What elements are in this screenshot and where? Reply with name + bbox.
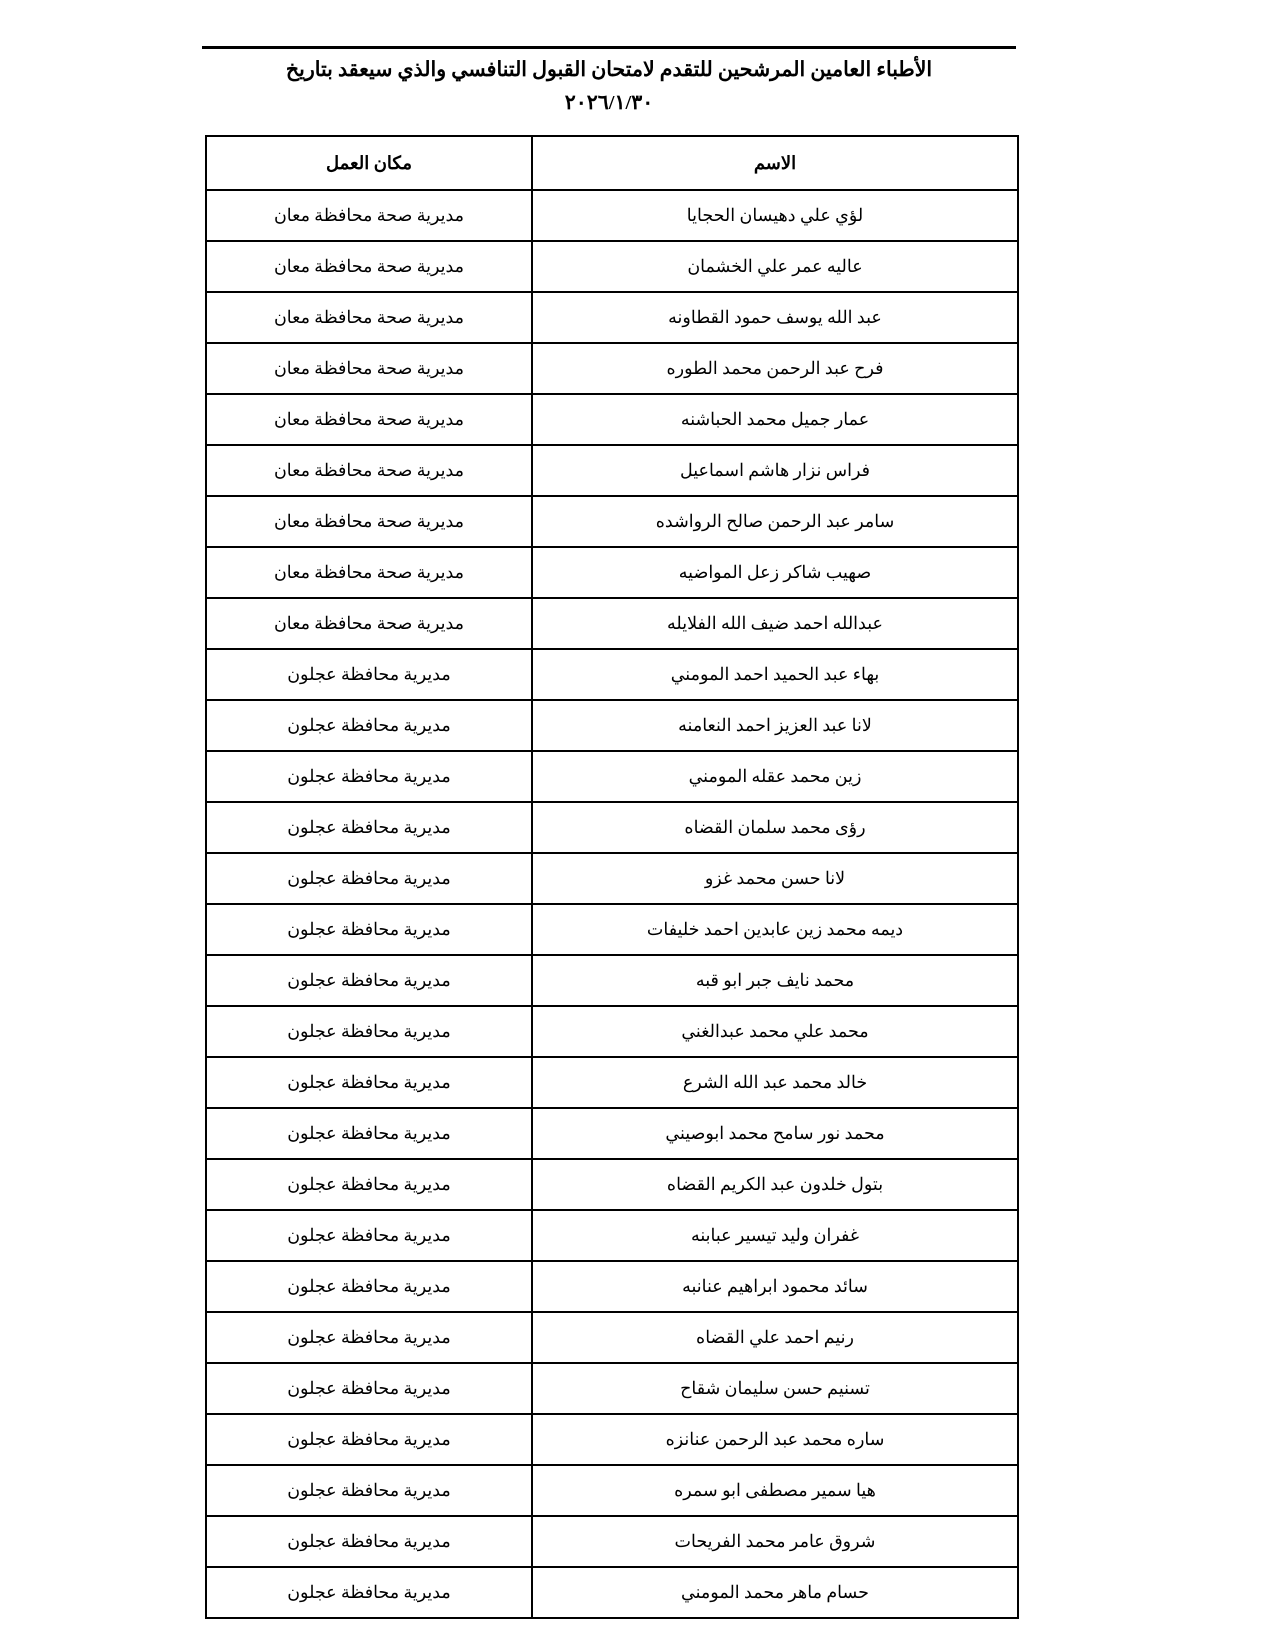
cell-workplace: مديرية محافظة عجلون xyxy=(206,1312,532,1363)
table-row xyxy=(206,700,1018,751)
cell-workplace: مديرية محافظة عجلون xyxy=(206,751,532,802)
table-row xyxy=(206,1312,1018,1363)
cell-workplace: مديرية محافظة عجلون xyxy=(206,1567,532,1618)
cell-candidate-name: عبدالله احمد ضيف الله الفلايله xyxy=(532,598,1018,649)
cell-candidate-name: محمد نور سامح محمد ابوصيني xyxy=(532,1108,1018,1159)
cell-candidate-name: ساره محمد عبد الرحمن عنانزه xyxy=(532,1414,1018,1465)
cell-workplace: مديرية محافظة عجلون xyxy=(206,955,532,1006)
cell-candidate-name: لانا حسن محمد غزو xyxy=(532,853,1018,904)
cell-candidate-name: حسام ماهر محمد المومني xyxy=(532,1567,1018,1618)
cell-workplace: مديرية محافظة عجلون xyxy=(206,1414,532,1465)
table-row xyxy=(206,343,1018,394)
table-row xyxy=(206,547,1018,598)
cell-candidate-name: محمد نايف جبر ابو قبه xyxy=(532,955,1018,1006)
table-row xyxy=(206,1363,1018,1414)
cell-workplace: مديرية محافظة عجلون xyxy=(206,853,532,904)
candidates-table xyxy=(205,135,1019,1619)
table-row xyxy=(206,1006,1018,1057)
column-header-workplace: مكان العمل xyxy=(206,136,532,190)
cell-workplace: مديرية صحة محافظة معان xyxy=(206,241,532,292)
table-row xyxy=(206,1414,1018,1465)
cell-workplace: مديرية صحة محافظة معان xyxy=(206,343,532,394)
cell-workplace: مديرية صحة محافظة معان xyxy=(206,190,532,241)
cell-candidate-name: سائد محمود ابراهيم عنانبه xyxy=(532,1261,1018,1312)
table-body xyxy=(206,190,1018,1618)
cell-workplace: مديرية محافظة عجلون xyxy=(206,1261,532,1312)
table-row xyxy=(206,394,1018,445)
table-row xyxy=(206,853,1018,904)
table-header-row xyxy=(206,136,1018,190)
table-row xyxy=(206,1210,1018,1261)
cell-workplace: مديرية صحة محافظة معان xyxy=(206,445,532,496)
cell-candidate-name: فرح عبد الرحمن محمد الطوره xyxy=(532,343,1018,394)
cell-candidate-name: عمار جميل محمد الحباشنه xyxy=(532,394,1018,445)
cell-candidate-name: عاليه عمر علي الخشمان xyxy=(532,241,1018,292)
table-row xyxy=(206,904,1018,955)
table-row xyxy=(206,190,1018,241)
cell-candidate-name: غفران وليد تيسير عبابنه xyxy=(532,1210,1018,1261)
cell-candidate-name: خالد محمد عبد الله الشرع xyxy=(532,1057,1018,1108)
table-row xyxy=(206,445,1018,496)
header-divider-rule xyxy=(202,46,1016,49)
cell-workplace: مديرية محافظة عجلون xyxy=(206,1465,532,1516)
cell-workplace: مديرية محافظة عجلون xyxy=(206,1108,532,1159)
table-row xyxy=(206,802,1018,853)
cell-workplace: مديرية صحة محافظة معان xyxy=(206,598,532,649)
cell-workplace: مديرية محافظة عجلون xyxy=(206,649,532,700)
table-row xyxy=(206,1057,1018,1108)
page-title-line-1: الأطباء العامين المرشحين للتقدم لامتحان القبول التنافسي والذي سيعقد بتاريخ xyxy=(285,59,933,81)
cell-candidate-name: بتول خلدون عبد الكريم القضاه xyxy=(532,1159,1018,1210)
cell-workplace: مديرية محافظة عجلون xyxy=(206,904,532,955)
cell-candidate-name: تسنيم حسن سليمان شقاح xyxy=(532,1363,1018,1414)
table-row xyxy=(206,1108,1018,1159)
cell-candidate-name: فراس نزار هاشم اسماعيل xyxy=(532,445,1018,496)
cell-candidate-name: صهيب شاكر زعل المواضيه xyxy=(532,547,1018,598)
cell-candidate-name: لانا عبد العزيز احمد النعامنه xyxy=(532,700,1018,751)
cell-candidate-name: رؤى محمد سلمان القضاه xyxy=(532,802,1018,853)
cell-candidate-name: بهاء عبد الحميد احمد المومني xyxy=(532,649,1018,700)
cell-workplace: مديرية صحة محافظة معان xyxy=(206,547,532,598)
cell-candidate-name: ديمه محمد زين عابدين احمد خليفات xyxy=(532,904,1018,955)
cell-workplace: مديرية محافظة عجلون xyxy=(206,700,532,751)
cell-workplace: مديرية محافظة عجلون xyxy=(206,1210,532,1261)
table-header xyxy=(206,136,1018,190)
cell-workplace: مديرية محافظة عجلون xyxy=(206,1006,532,1057)
cell-workplace: مديرية محافظة عجلون xyxy=(206,1363,532,1414)
page-title xyxy=(202,54,1016,120)
table-row xyxy=(206,241,1018,292)
cell-workplace: مديرية محافظة عجلون xyxy=(206,1159,532,1210)
table-row xyxy=(206,1159,1018,1210)
cell-candidate-name: سامر عبد الرحمن صالح الرواشده xyxy=(532,496,1018,547)
cell-candidate-name: عبد الله يوسف حمود القطاونه xyxy=(532,292,1018,343)
table-row xyxy=(206,955,1018,1006)
table-row xyxy=(206,1465,1018,1516)
table-row xyxy=(206,598,1018,649)
cell-candidate-name: رنيم احمد علي القضاه xyxy=(532,1312,1018,1363)
cell-candidate-name: هيا سمير مصطفى ابو سمره xyxy=(532,1465,1018,1516)
cell-candidate-name: لؤي علي دهيسان الحجايا xyxy=(532,190,1018,241)
table-row xyxy=(206,1516,1018,1567)
table-row xyxy=(206,1261,1018,1312)
table-row xyxy=(206,496,1018,547)
page-title-exam-date: ٢٠٢٦/١/٣٠ xyxy=(564,92,654,115)
column-header-name: الاسم xyxy=(532,136,1018,190)
table-row xyxy=(206,1567,1018,1618)
cell-workplace: مديرية صحة محافظة معان xyxy=(206,496,532,547)
cell-candidate-name: محمد علي محمد عبدالغني xyxy=(532,1006,1018,1057)
table-row xyxy=(206,751,1018,802)
cell-workplace: مديرية محافظة عجلون xyxy=(206,1516,532,1567)
cell-candidate-name: شروق عامر محمد الفريحات xyxy=(532,1516,1018,1567)
cell-candidate-name: زين محمد عقله المومني xyxy=(532,751,1018,802)
table-row xyxy=(206,292,1018,343)
cell-workplace: مديرية محافظة عجلون xyxy=(206,802,532,853)
cell-workplace: مديرية محافظة عجلون xyxy=(206,1057,532,1108)
cell-workplace: مديرية صحة محافظة معان xyxy=(206,394,532,445)
table-row xyxy=(206,649,1018,700)
cell-workplace: مديرية صحة محافظة معان xyxy=(206,292,532,343)
